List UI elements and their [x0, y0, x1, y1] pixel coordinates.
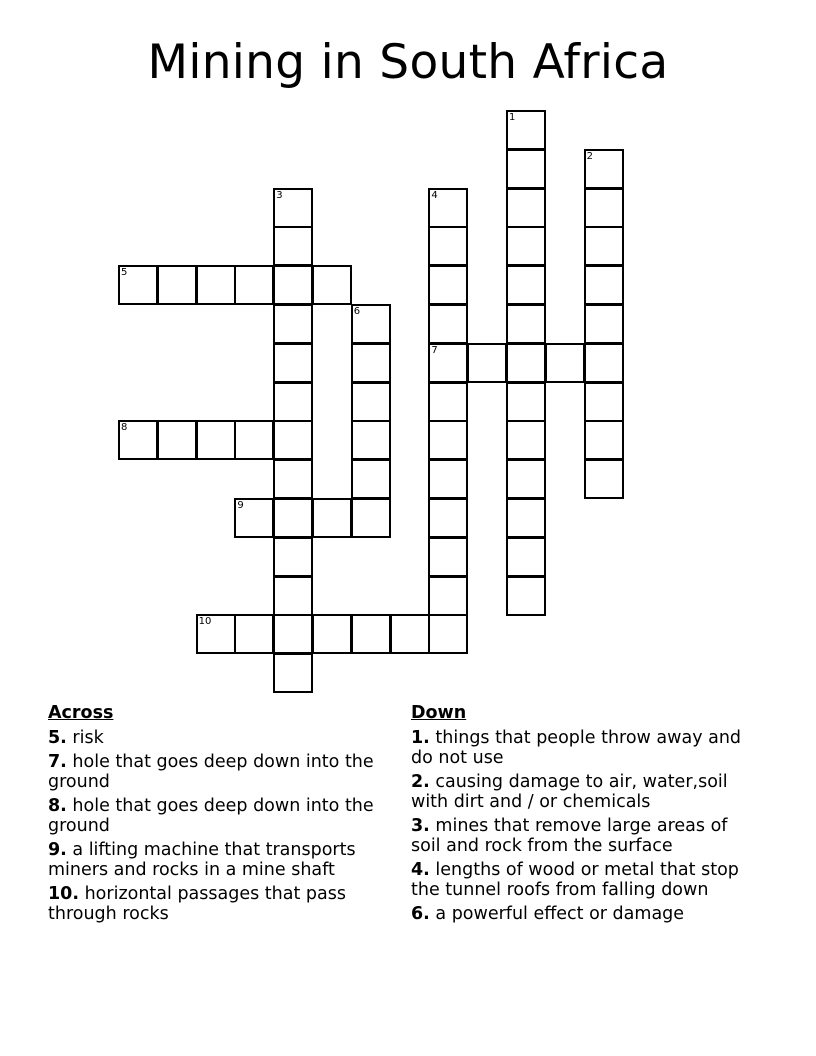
- grid-cell[interactable]: [506, 576, 546, 616]
- clue-text: horizontal passages that pass through rocks: [48, 884, 346, 924]
- grid-cell[interactable]: [467, 343, 507, 383]
- grid-cell[interactable]: [273, 188, 313, 228]
- clue-text: risk: [72, 728, 104, 748]
- grid-cell[interactable]: [234, 614, 274, 654]
- down-heading: Down: [411, 703, 467, 723]
- clue-text: things that people throw away and do not use: [411, 728, 742, 768]
- down-clues: [411, 703, 756, 928]
- grid-cell[interactable]: [273, 382, 313, 422]
- grid-cell[interactable]: [506, 304, 546, 344]
- grid-cell[interactable]: [273, 343, 313, 383]
- grid-cell[interactable]: [584, 226, 624, 266]
- grid-cell[interactable]: [428, 382, 468, 422]
- across-heading: Across: [48, 703, 114, 723]
- grid-cell[interactable]: [312, 498, 352, 538]
- grid-cell[interactable]: [234, 265, 274, 305]
- grid-cell[interactable]: [506, 226, 546, 266]
- grid-cell[interactable]: [273, 653, 313, 693]
- grid-cell[interactable]: [273, 226, 313, 266]
- clue-text: a lifting machine that transports miners and rocks in a mine shaft: [48, 840, 356, 880]
- grid-cell[interactable]: [428, 265, 468, 305]
- grid-cell[interactable]: [584, 188, 624, 228]
- grid-cell[interactable]: [428, 498, 468, 538]
- grid-cell[interactable]: [506, 382, 546, 422]
- across-clue-5: [48, 728, 393, 748]
- grid-cell[interactable]: [506, 459, 546, 499]
- cell-number: 9: [237, 500, 244, 511]
- grid-cell[interactable]: [273, 498, 313, 538]
- across-clues: [48, 703, 393, 928]
- clue-text: a powerful effect or damage: [435, 904, 685, 924]
- grid-cell[interactable]: [506, 343, 546, 383]
- grid-cell[interactable]: [506, 110, 546, 150]
- cell-number: 6: [353, 306, 361, 317]
- clue-number: 10.: [48, 884, 80, 904]
- down-clue-4: [411, 860, 756, 900]
- grid-cell[interactable]: [428, 420, 468, 460]
- clue-text: lengths of wood or metal that stop the tunnel roofs from falling down: [411, 860, 739, 900]
- grid-cell[interactable]: [273, 304, 313, 344]
- grid-cell[interactable]: [506, 498, 546, 538]
- cell-number: 3: [276, 189, 283, 201]
- cell-number: 2: [586, 150, 593, 162]
- cell-number: 7: [431, 344, 438, 356]
- grid-cell[interactable]: [273, 576, 313, 616]
- cell-number: 5: [121, 267, 128, 279]
- across-clue-9: [48, 840, 393, 880]
- grid-cell[interactable]: [584, 265, 624, 305]
- grid-cell[interactable]: [351, 614, 391, 654]
- grid-cell[interactable]: [545, 343, 585, 383]
- grid-cell[interactable]: [506, 537, 546, 577]
- grid-cell[interactable]: [273, 537, 313, 577]
- grid-cell[interactable]: [428, 343, 468, 383]
- down-clue-2: [411, 772, 756, 812]
- grid-cell[interactable]: [584, 459, 624, 499]
- down-clue-3: [411, 816, 756, 856]
- across-clue-8: [48, 796, 393, 836]
- grid-cell[interactable]: [428, 226, 468, 266]
- grid-cell[interactable]: [351, 382, 391, 422]
- grid-cell[interactable]: [506, 149, 546, 189]
- grid-cell[interactable]: [351, 420, 391, 460]
- grid-cell[interactable]: [584, 420, 624, 460]
- clue-text: causing damage to air, water,soil with dirt and / or chemicals: [411, 772, 728, 812]
- clue-number: 4.: [411, 860, 430, 880]
- grid-cell[interactable]: [351, 498, 391, 538]
- cell-number: 8: [121, 422, 128, 434]
- grid-cell[interactable]: [196, 614, 236, 654]
- cell-number: 1: [509, 112, 516, 123]
- clue-number: 2.: [411, 772, 430, 792]
- grid-cell[interactable]: [351, 343, 391, 383]
- clue-number: 3.: [411, 816, 430, 836]
- grid-cell[interactable]: [273, 614, 313, 654]
- cell-number: 10: [198, 616, 212, 628]
- grid-cell[interactable]: [506, 188, 546, 228]
- grid-cell[interactable]: [312, 265, 352, 305]
- cell-number: 4: [431, 189, 438, 201]
- grid-cell[interactable]: [428, 304, 468, 344]
- grid-cell[interactable]: [157, 265, 197, 305]
- clue-text: hole that goes deep down into the ground: [48, 752, 374, 792]
- grid-cell[interactable]: [234, 420, 274, 460]
- clue-number: 5.: [48, 728, 67, 748]
- grid-cell[interactable]: [584, 343, 624, 383]
- across-clue-7: [48, 752, 393, 792]
- grid-cell[interactable]: [584, 304, 624, 344]
- grid-cell[interactable]: [196, 420, 236, 460]
- across-clue-10: [48, 884, 393, 924]
- grid-cell[interactable]: [118, 265, 158, 305]
- clue-text: mines that remove large areas of soil and rock from the surface: [411, 816, 728, 856]
- grid-cell[interactable]: [234, 498, 274, 538]
- grid-cell[interactable]: [351, 459, 391, 499]
- puzzle-title: Mining in South Africa: [147, 35, 669, 90]
- clue-number: 1.: [411, 728, 430, 748]
- clue-number: 9.: [48, 840, 67, 860]
- grid-cell[interactable]: [428, 537, 468, 577]
- grid-cell[interactable]: [428, 188, 468, 228]
- grid-cell[interactable]: [351, 304, 391, 344]
- grid-cell[interactable]: [390, 614, 430, 654]
- grid-cell[interactable]: [273, 459, 313, 499]
- grid-cell[interactable]: [428, 576, 468, 616]
- grid-cell[interactable]: [428, 459, 468, 499]
- grid-cell[interactable]: [428, 614, 468, 654]
- clue-number: 6.: [411, 904, 430, 924]
- down-clue-1: [411, 728, 756, 768]
- grid-cell[interactable]: [584, 149, 624, 189]
- grid-cell[interactable]: [157, 420, 197, 460]
- down-clue-6: [411, 904, 756, 924]
- grid-cell[interactable]: [312, 614, 352, 654]
- clue-number: 8.: [48, 796, 67, 816]
- clue-text: hole that goes deep down into the ground: [48, 796, 374, 836]
- grid-cell[interactable]: [506, 420, 546, 460]
- grid-cell[interactable]: [273, 420, 313, 460]
- clue-number: 7.: [48, 752, 67, 772]
- grid-cell[interactable]: [196, 265, 236, 305]
- grid-cell[interactable]: [506, 265, 546, 305]
- grid-cell[interactable]: [584, 382, 624, 422]
- grid-cell[interactable]: [273, 265, 313, 305]
- grid-cell[interactable]: [118, 420, 158, 460]
